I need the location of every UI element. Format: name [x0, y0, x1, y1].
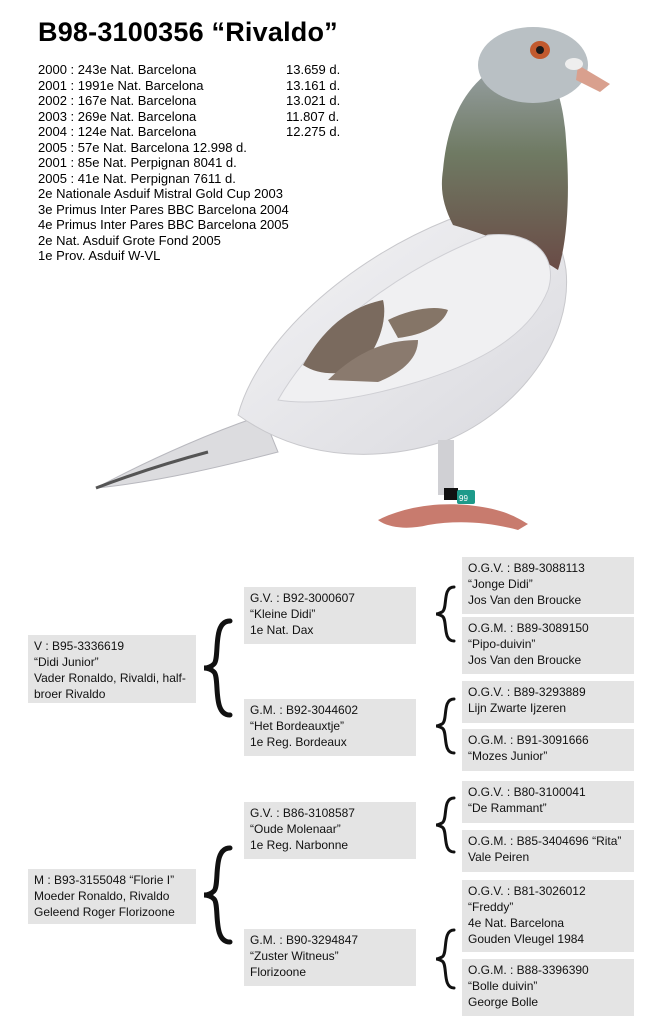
sire-box — [28, 635, 196, 703]
sd-dam-box — [462, 729, 634, 771]
result-text: 2001 : 85e Nat. Perpignan 8041 d. — [38, 155, 237, 170]
pedigree-line: O.G.M. : B85-3404696 “Rita” — [468, 834, 622, 848]
result-text: 2003 : 269e Nat. Barcelona — [38, 108, 197, 124]
pedigree-line: Vader Ronaldo, Rivaldi, half- — [34, 671, 186, 685]
pedigree-line: O.G.V. : B80-3100041 — [468, 785, 586, 799]
result-distance: 12.275 d. — [286, 124, 341, 139]
brace-sire-dam — [432, 697, 458, 755]
pedigree-line: broer Rivaldo — [34, 687, 106, 701]
pedigree-line: 4e Nat. Barcelona — [468, 916, 565, 930]
sire-sire-box — [244, 587, 416, 644]
sire-dam-box — [244, 699, 416, 756]
brace-dam-sire — [432, 796, 458, 854]
pedigree-line: “Jonge Didi” — [468, 577, 533, 591]
pedigree-line: M : B93-3155048 “Florie I” — [34, 873, 175, 887]
result-text: 2e Nat. Asduif Grote Fond 2005 — [38, 232, 221, 248]
pedigree-line: V : B95-3336619 — [34, 639, 125, 653]
result-text: 1e Prov. Asduif W-VL — [38, 248, 161, 263]
dam-sire-box — [244, 802, 416, 859]
result-distance: 11.807 d. — [286, 108, 340, 124]
pedigree-line: Jos Van den Broucke — [468, 593, 582, 607]
pedigree-line: Geleend Roger Florizoone — [34, 905, 175, 919]
result-text: 2004 : 124e Nat. Barcelona — [38, 124, 197, 139]
ss-dam-box — [462, 617, 634, 674]
brace-dam-dam — [432, 928, 458, 990]
pedigree-line: G.M. : B92-3044602 — [250, 703, 359, 717]
dd-sire-box — [462, 880, 634, 952]
pedigree-line: G.V. : B92-3000607 — [250, 591, 355, 605]
pedigree-line: Moeder Ronaldo, Rivaldo — [34, 889, 170, 903]
pedigree-line: Florizoone — [250, 965, 307, 979]
pedigree-line: “Oude Molenaar” — [250, 822, 341, 836]
pedigree-line: Vale Peiren — [468, 850, 530, 864]
ds-sire-box — [462, 781, 634, 823]
pedigree-line: 1e Reg. Narbonne — [250, 838, 349, 852]
pedigree-line: “Bolle duivin” — [468, 979, 538, 993]
pedigree-line: George Bolle — [468, 995, 539, 1009]
pedigree-line: “Zuster Witneus” — [250, 949, 339, 963]
brace-dam — [200, 845, 234, 945]
pedigree-line: O.G.V. : B89-3088113 — [468, 561, 585, 575]
pedigree-line: “Mozes Junior” — [468, 749, 548, 763]
ss-sire-box — [462, 557, 634, 614]
pedigree-line: “Het Bordeauxtje” — [250, 719, 345, 733]
pigeon-photo — [88, 20, 618, 540]
pedigree-line: Jos Van den Broucke — [468, 653, 582, 667]
pedigree-line: “De Rammant” — [468, 801, 547, 815]
pedigree-line: O.G.M. : B91-3091666 — [468, 733, 589, 747]
result-distance: 13.021 d. — [286, 93, 341, 108]
dam-box — [28, 869, 196, 924]
dd-dam-box — [462, 959, 634, 1016]
pedigree-line: O.G.V. : B89-3293889 — [468, 685, 586, 699]
result-text: 2005 : 41e Nat. Perpignan 7611 d. — [38, 170, 236, 186]
page-title: B98-3100356 “Rivaldo” — [38, 17, 338, 47]
pedigree-line: O.G.M. : B89-3089150 — [468, 621, 589, 635]
pedigree-line: “Kleine Didi” — [250, 607, 316, 621]
result-text: 2002 : 167e Nat. Barcelona — [38, 93, 197, 108]
ring-label: 99 — [459, 494, 468, 503]
dam-dam-box — [244, 929, 416, 986]
result-distance: 13.659 d. — [286, 62, 341, 77]
brace-sire — [200, 618, 234, 718]
result-text: 2e Nationale Asduif Mistral Gold Cup 2003 — [38, 186, 283, 201]
pedigree-line: “Freddy” — [468, 900, 514, 914]
result-text: 4e Primus Inter Pares BBC Barcelona 2005 — [38, 217, 289, 232]
pedigree-line: G.V. : B86-3108587 — [250, 806, 355, 820]
ds-dam-box — [462, 830, 634, 872]
pedigree-line: Lijn Zwarte Ijzeren — [468, 701, 567, 715]
pedigree-line: O.G.M. : B88-3396390 — [468, 963, 589, 977]
sd-sire-box — [462, 681, 634, 723]
result-text: 2005 : 57e Nat. Barcelona 12.998 d. — [38, 139, 247, 155]
pedigree-line: “Didi Junior” — [34, 655, 99, 669]
pedigree-line: Gouden Vleugel 1984 — [468, 932, 585, 946]
result-distance: 13.161 d. — [286, 77, 341, 93]
pedigree-line: “Pipo-duivin” — [468, 637, 536, 651]
pedigree-line: G.M. : B90-3294847 — [250, 933, 359, 947]
brace-sire-sire — [432, 585, 458, 643]
result-text: 2001 : 1991e Nat. Barcelona — [38, 77, 204, 93]
pedigree-line: 1e Reg. Bordeaux — [250, 735, 347, 749]
result-text: 3e Primus Inter Pares BBC Barcelona 2004 — [38, 201, 289, 217]
pedigree-line: 1e Nat. Dax — [250, 623, 314, 637]
pedigree-line: O.G.V. : B81-3026012 — [468, 884, 586, 898]
result-text: 2000 : 243e Nat. Barcelona — [38, 62, 197, 77]
